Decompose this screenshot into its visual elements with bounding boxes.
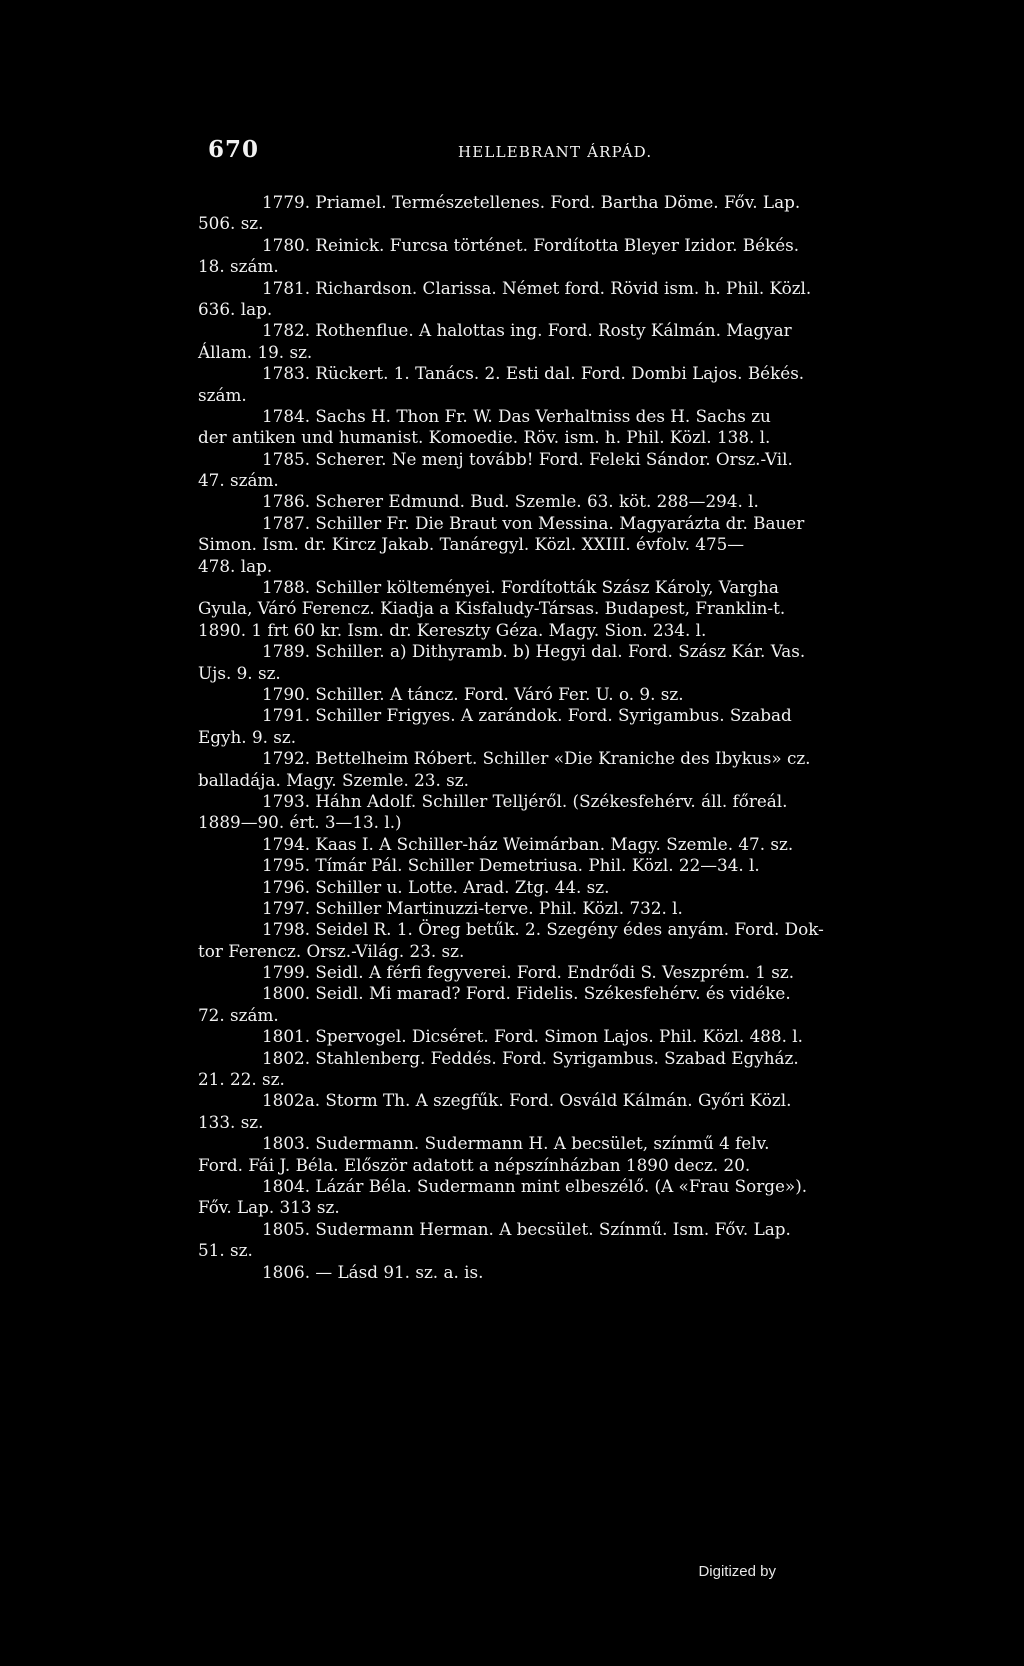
entry-continuation-line: Ford. Fái J. Béla. Először adatott a népszínházban 1890 decz. 20. [198,1154,751,1175]
entry-continuation-line: Állam. 19. sz. [198,341,313,362]
entry-line: 1792. Bettelheim Róbert. Schiller «Die Kraniche des Ibykus» cz. [262,748,811,769]
entry-continuation-line: 1890. 1 frt 60 kr. Ism. dr. Kereszty Géza. Magy. Sion. 234. l. [198,619,707,640]
entry-line: 1789. Schiller. a) Dithyramb. b) Hegyi dal. Ford. Szász Kár. Vas. [262,641,806,662]
entry-line: 1795. Tímár Pál. Schiller Demetriusa. Phil. Közl. 22—34. l. [262,855,760,876]
entry-continuation-line: Főv. Lap. 313 sz. [198,1197,340,1218]
entry-line: 1787. Schiller Fr. Die Braut von Messina. Magyarázta dr. Bauer [262,512,805,533]
entry-continuation-line: 636. lap. [198,298,273,319]
entry-line: 1800. Seidl. Mi marad? Ford. Fidelis. Székesfehérv. és vidéke. [262,983,791,1004]
entry-continuation-line: 47. szám. [198,470,279,491]
entry-line: 1805. Sudermann Herman. A becsület. Színmű. Ism. Főv. Lap. [262,1218,791,1239]
entry-line: 1806. — Lásd 91. sz. a. is. [262,1261,484,1282]
entry-line: 1798. Seidel R. 1. Öreg betűk. 2. Szegény édes anyám. Ford. Dok- [262,919,824,940]
entry-continuation-line: der antiken und humanist. Komoedie. Röv. ism. h. Phil. Közl. 138. l. [198,427,771,448]
entry-line: 1783. Rückert. 1. Tanács. 2. Esti dal. Ford. Dombi Lajos. Békés. [262,363,805,384]
entry-continuation-line: 133. sz. [198,1111,264,1132]
entry-continuation-line: 478. lap. [198,555,273,576]
entry-line: 1780. Reinick. Furcsa történet. Fordította Bleyer Izidor. Békés. [262,234,800,255]
entry-line: 1779. Priamel. Természetellenes. Ford. Bartha Döme. Főv. Lap. [262,192,801,212]
entry-continuation-line: 18. szám. [198,256,279,277]
entry-line: 1796. Schiller u. Lotte. Arad. Ztg. 44. sz. [262,876,610,897]
entry-line: 1802a. Storm Th. A szegfűk. Ford. Osváld Kálmán. Győri Közl. [262,1090,792,1111]
running-head: HELLEBRANT ÁRPÁD. [458,143,653,161]
entry-continuation-line: 1889—90. ért. 3—13. l.) [198,812,402,833]
entry-continuation-line: Ujs. 9. sz. [198,662,281,683]
page-number: 670 [208,136,260,163]
page-header [208,136,928,166]
entry-line: 1794. Kaas I. A Schiller-ház Weimárban. Magy. Szemle. 47. sz. [262,833,794,854]
entry-line: 1802. Stahlenberg. Feddés. Ford. Syrigambus. Szabad Egyház. [262,1047,799,1068]
entry-line: 1797. Schiller Martinuzzi-terve. Phil. Közl. 732. l. [262,897,683,918]
entry-continuation-line: 72. szám. [198,1004,279,1025]
entry-line: 1788. Schiller költeményei. Fordították Szász Károly, Vargha [262,577,779,598]
entry-line: 1803. Sudermann. Sudermann H. A becsület, színmű 4 felv. [262,1133,770,1154]
entry-continuation-line: 21. 22. sz. [198,1069,285,1090]
bibliography-entries [198,192,928,1283]
entry-continuation-line: tor Ferencz. Orsz.-Világ. 23. sz. [198,940,465,961]
entry-line: 1786. Scherer Edmund. Bud. Szemle. 63. köt. 288—294. l. [262,491,759,512]
digitized-by-notice: Digitized by [698,1563,776,1580]
entry-line: 1791. Schiller Frigyes. A zarándok. Ford. Syrigambus. Szabad [262,705,792,726]
entry-line: 1785. Scherer. Ne menj tovább! Ford. Feleki Sándor. Orsz.-Vil. [262,448,793,469]
entry-continuation-line: balladája. Magy. Szemle. 23. sz. [198,769,469,790]
entry-line: 1784. Sachs H. Thon Fr. W. Das Verhaltniss des H. Sachs zu [262,405,771,426]
entry-continuation-line: szám. [198,384,247,405]
entry-continuation-line: Simon. Ism. dr. Kircz Jakab. Tanáregyl. Közl. XXIII. évfolv. 475— [198,534,745,555]
entry-continuation-line: Egyh. 9. sz. [198,726,297,747]
entry-line: 1799. Seidl. A férfi fegyverei. Ford. Endrődi S. Veszprém. 1 sz. [262,962,795,983]
entry-continuation-line: 506. sz. [198,213,264,234]
entry-line: 1790. Schiller. A táncz. Ford. Váró Fer. U. o. 9. sz. [262,683,684,704]
entry-line: 1781. Richardson. Clarissa. Német ford. Rövid ism. h. Phil. Közl. [262,277,812,298]
entry-line: 1801. Spervogel. Dicséret. Ford. Simon Lajos. Phil. Közl. 488. l. [262,1026,803,1047]
entry-line: 1793. Háhn Adolf. Schiller Telljéről. (Székesfehérv. áll. főreál. [262,790,788,811]
entry-line: 1782. Rothenflue. A halottas ing. Ford. Rosty Kálmán. Magyar [262,320,792,341]
entry-continuation-line: Gyula, Váró Ferencz. Kiadja a Kisfaludy-Társas. Budapest, Franklin-t. [198,598,786,619]
entry-line: 1804. Lázár Béla. Sudermann mint elbeszélő. (A «Frau Sorge»). [262,1175,808,1196]
entry-continuation-line: 51. sz. [198,1240,253,1261]
